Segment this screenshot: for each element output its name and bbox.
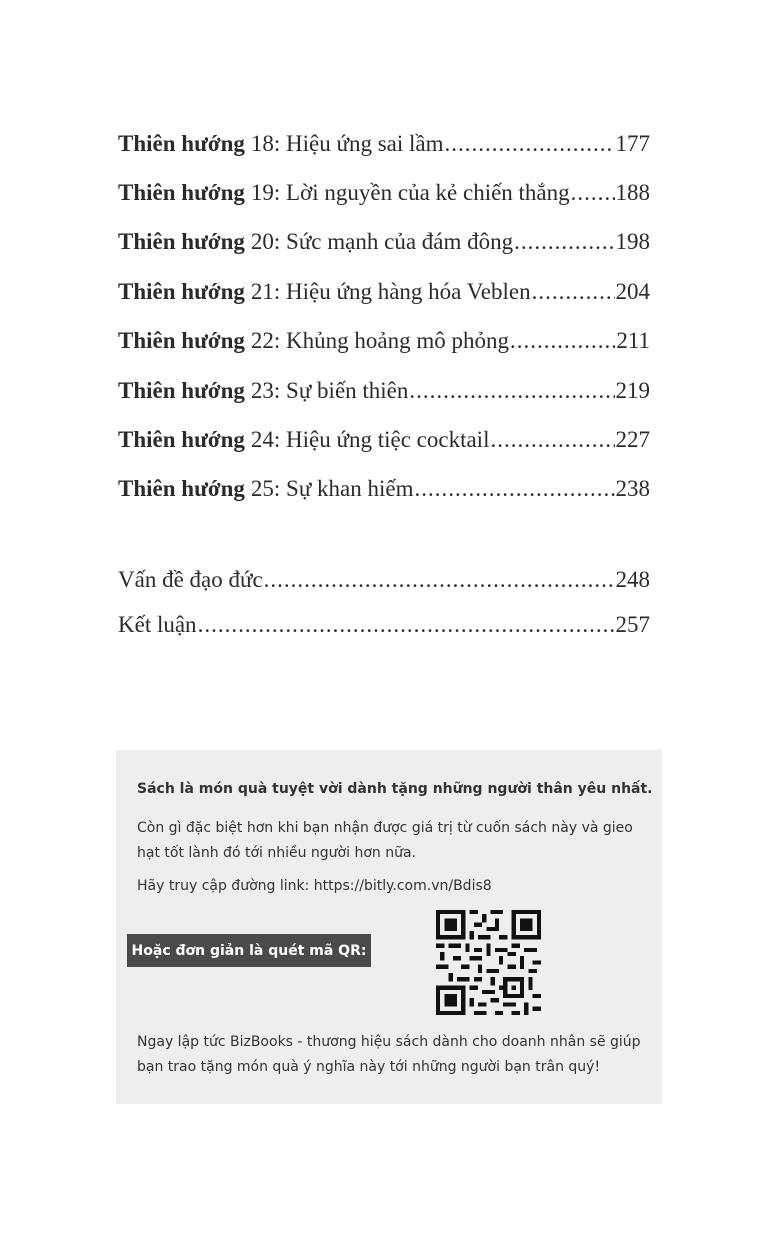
- toc-entry: [118, 476, 650, 506]
- toc-leader-dots: [490, 427, 614, 453]
- toc-entry: [118, 427, 650, 457]
- toc-entry-title: 25: Sự khan hiếm: [250, 476, 414, 501]
- toc-entry: [118, 279, 650, 309]
- toc-entry-lead: Thiên hướng: [118, 279, 245, 304]
- toc-leader-dots: [409, 378, 614, 404]
- toc-entry: [118, 328, 650, 358]
- qr-label-badge: Hoặc đơn giản là quét mã QR:: [127, 934, 371, 967]
- toc-entry-lead: Thiên hướng: [118, 476, 245, 501]
- promo-paragraph: Còn gì đặc biệt hơn khi bạn nhận được giá trị từ cuốn sách này và gieo hạt tốt lành đó tới nhiều người hơn nữa.: [137, 820, 633, 861]
- toc-entry-page: 219: [615, 378, 650, 403]
- toc-entry: [118, 180, 650, 210]
- toc-entry-title: 18: Hiệu ứng sai lầm: [250, 131, 444, 156]
- toc-entry-page: 257: [615, 612, 650, 637]
- toc-entry: [118, 612, 650, 642]
- toc-entry-lead: Thiên hướng: [118, 229, 245, 254]
- toc-entry-title: 22: Khủng hoảng mô phỏng: [250, 328, 510, 353]
- toc-leader-dots: [198, 612, 615, 638]
- promo-paragraph: Ngay lập tức BizBooks - thương hiệu sách dành cho doanh nhân sẽ giúp bạn trao tặng món quà ý nghĩa này tới những người bạn trân quý!: [137, 1034, 641, 1075]
- toc-entry-title: 19: Lời nguyền của kẻ chiến thắng: [250, 180, 570, 205]
- toc-entry-page: 188: [615, 180, 650, 205]
- toc-leader-dots: [415, 476, 615, 502]
- toc-entry: [118, 567, 650, 597]
- toc-leader-dots: [571, 180, 615, 206]
- qr-code-icon[interactable]: [436, 910, 541, 1015]
- toc-entry-page: 211: [616, 328, 650, 353]
- toc-entry-title: Vấn đề đạo đức: [118, 567, 263, 592]
- toc-leader-dots: [510, 328, 615, 354]
- toc-leader-dots: [514, 229, 614, 255]
- toc-entry-title: 20: Sức mạnh của đám đông: [250, 229, 514, 254]
- toc-entry-lead: Thiên hướng: [118, 378, 245, 403]
- toc-entry-page: 238: [615, 476, 650, 501]
- gift-promo-box: [116, 750, 662, 1104]
- toc-leader-dots: [445, 131, 615, 157]
- toc-entry-title: 23: Sự biến thiên: [250, 378, 409, 403]
- toc-entry-page: 204: [615, 279, 650, 304]
- toc-entry-page: 177: [615, 131, 650, 156]
- promo-link[interactable]: Hãy truy cập đường link: https://bitly.com.vn/Bdis8: [137, 878, 492, 894]
- toc-entry-page: 198: [615, 229, 650, 254]
- toc-entry-lead: Thiên hướng: [118, 427, 245, 452]
- toc-leader-dots: [532, 279, 615, 305]
- toc-entry-lead: Thiên hướng: [118, 328, 245, 353]
- toc-entry-page: 227: [615, 427, 650, 452]
- toc-entry-title: Kết luận: [118, 612, 197, 637]
- toc-entry: [118, 229, 650, 259]
- toc-entry-page: 248: [615, 567, 650, 592]
- toc-entry-title: 21: Hiệu ứng hàng hóa Veblen: [250, 279, 531, 304]
- toc-entry-lead: Thiên hướng: [118, 180, 245, 205]
- toc-entry-title: 24: Hiệu ứng tiệc cocktail: [250, 427, 490, 452]
- toc-entry: [118, 378, 650, 408]
- toc-entry: [118, 131, 650, 161]
- toc-entry-lead: Thiên hướng: [118, 131, 245, 156]
- promo-heading: Sách là món quà tuyệt vời dành tặng những người thân yêu nhất.: [137, 781, 653, 797]
- toc-leader-dots: [264, 567, 615, 593]
